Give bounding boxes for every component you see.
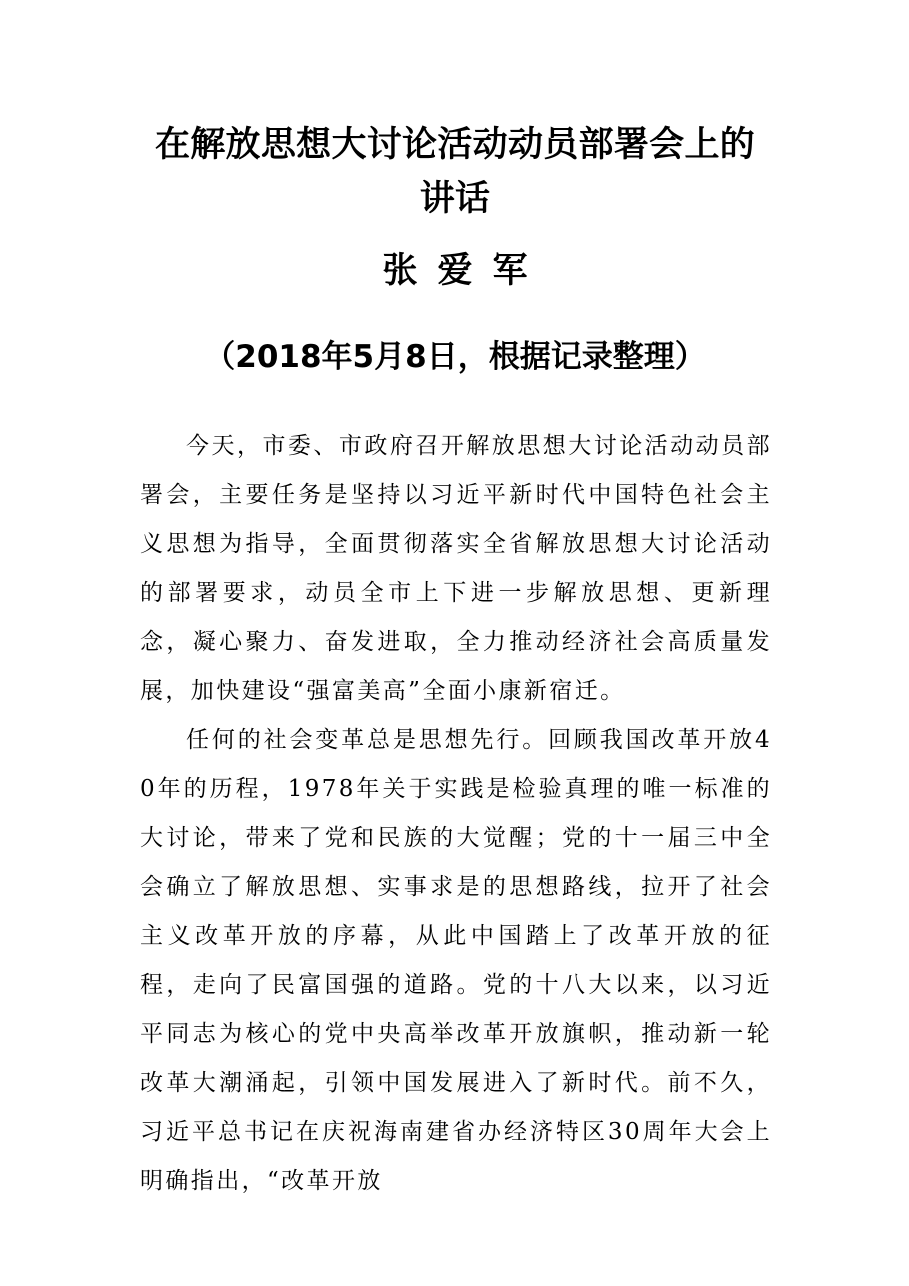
document-date-note: （2018年5月8日，根据记录整理） [204,339,706,375]
document-author: 张爱军 [382,251,548,291]
document-body [140,422,772,1206]
paragraph-2: 任何的社会变革总是思想先行。回顾我国改革开放40年的历程，1978年关于实践是检验真理的唯一标准的大讨论，带来了党和民族的大觉醒；党的十一届三中全会确立了解放思想、实事求是的思想路线，拉开了社会主义改革开放的序幕，从此中国踏上了改革开放的征程，走向了民富国强的道路。党的十八大以来，以习近平同志为核心的党中央高举改革开放旗帜，推动新一轮改革大潮涌起，引领中国发展进入了新时代。前不久，习近平总书记在庆祝海南建省办经济特区30周年大会上明确指出，“改革开放 [140,727,772,1194]
document-title: 在解放思想大讨论活动动员部署会上的讲话 [154,125,756,219]
paragraph-1: 今天，市委、市政府召开解放思想大讨论活动动员部署会，主要任务是坚持以习近平新时代中国特色社会主义思想为指导，全面贯彻落实全省解放思想大讨论活动的部署要求，动员全市上下进一步解放思想、更新理念，凝心聚力、奋发进取，全力推动经济社会高质量发展，加快建设“强富美高”全面小康新宿迁。 [140,433,772,704]
